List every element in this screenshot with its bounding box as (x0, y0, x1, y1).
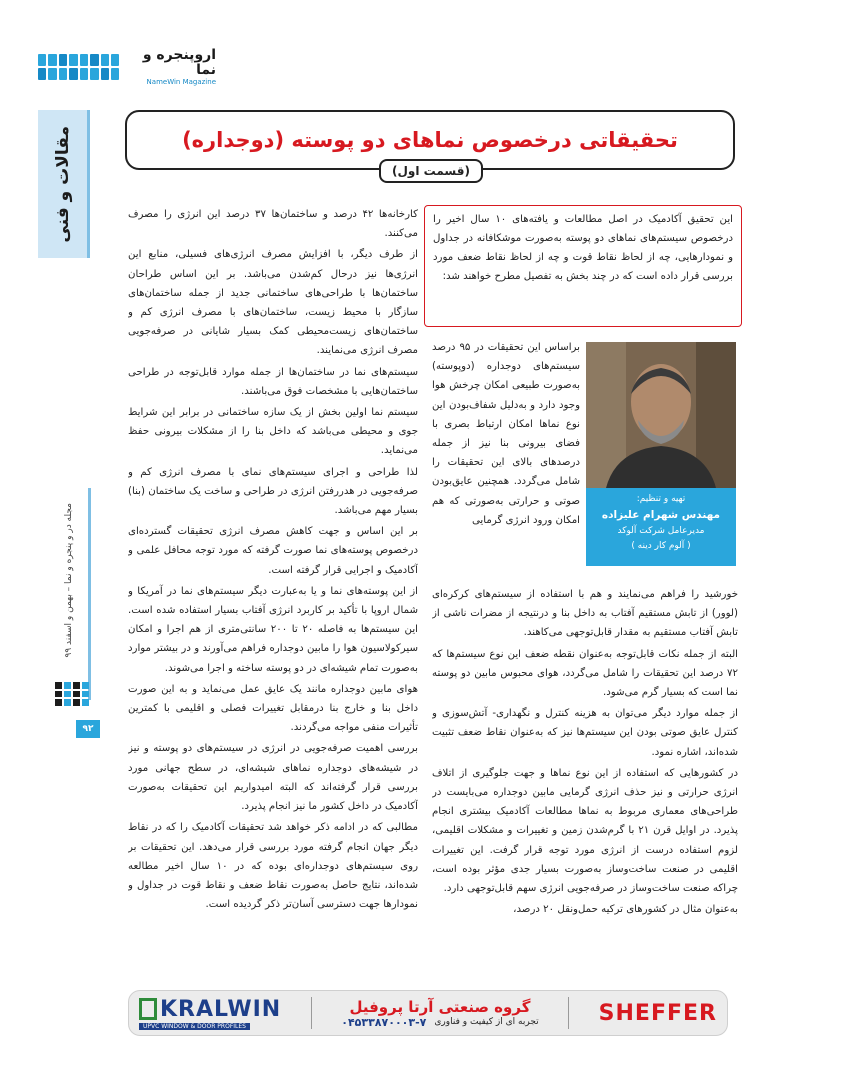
ad-divider (568, 997, 569, 1029)
section-tab (38, 110, 90, 258)
paragraph: لذا طراحی و اجرای سیستم‌های نمای با مصرف انرژی کم و صرفه‌جویی در هدررفتن انرژی در طراحی و ساخت یک ساختمان (بنا) بسیار مهم می‌باشد. (128, 466, 418, 517)
issue-info (54, 485, 84, 675)
ad-phone: ۰۴۵۳۳۸۷۰۰۰۳-۷ (341, 1015, 427, 1029)
left-column (128, 205, 418, 967)
author-role: مدیرعامل شرکت آلوکد (617, 526, 705, 536)
mini-logo-icon (55, 682, 89, 706)
paragraph: کارخانه‌ها ۴۲ درصد و ساختمان‌ها ۳۷ درصد این انرژی را مصرف می‌کنند. (128, 209, 418, 240)
article-abstract: این تحقیق آکادمیک در اصل مطالعات و یافته‌های ۱۰ سال اخیر را درخصوص سیستم‌های نماهای دو پوسته به‌صورت موشکافانه در جداول و نمودارهایی، چه از لحاظ نقاط قوت و چه از لحاظ نقاط ضعف مورد بررسی قرار داده است که در چند بخش به تفصیل مطرح خواهند شد: (424, 205, 742, 327)
paragraph: هوای مابین دوجداره مانند یک عایق عمل می‌نماید و به این صورت داخل بنا و خارج بنا درمقابل تغییرات فصلی و اقلیمی با کمترین تأثیرات منفی مواجه می‌گردند. (128, 683, 418, 734)
subtitle-box (379, 159, 483, 183)
article-title: تحقیقاتی درخصوص نماهای دو پوسته (دوجداره) (182, 128, 678, 152)
window-frame-icon (139, 998, 157, 1020)
kralwin-tagline: UPVC WINDOW & DOOR PROFILES (139, 1023, 250, 1030)
paragraph: مطالبی که در ادامه ذکر خواهد شد تحقیقات آکادمیک را که در نقاط دیگر جهان انجام گرفته مورد بررسی قرار می‌دهد. این تحقیقات بر روی سیستم‌های دوجداره‌ای بوده که در ۱۰ سال اخیر مطالعه شده‌اند، نتایج حاصل به‌صورت نقاط ضعف و نقاط قوت در جداول و نمودارها جهت دسترسی آسان‌تر ذکر گردیده است. (128, 822, 418, 911)
paragraph: از جمله موارد دیگر می‌توان به هزینه کنترل و نگهداری- آتش‌سوزی و کنترل عایق صوتی بودن این سیستم‌ها نیز که به‌عنوان نقاط ضعف تثبیت شده‌اند، اشاره نمود. (432, 708, 738, 758)
paragraph: از این پوسته‌های نما و یا به‌عبارت دیگر سیستم‌های نما در آمریکا و شمال اروپا با تأکید بر کاربرد انرژی آفتاب بسیار استفاده شده است. این سیستم‌ها به فاصله ۲۰ تا ۲۰۰ سانتی‌متری از هم اجرا و امکان سیرکولاسیون هوا را مابین دوجداره فراهم می‌آورند و در بیشتر موارد به‌صورت تمام شیشه‌ای در دو پوسته ساخته و اجرا می‌شوند. (128, 585, 418, 674)
logo-persian-text: اروپنجره و نما (142, 46, 216, 78)
magazine-logo (38, 46, 216, 86)
issue-text: مجله در و پنجره و نما – بهمن و اسفند ۹۹ (64, 502, 74, 658)
kralwin-logo (139, 997, 281, 1030)
paragraph: البته از جمله نکات قابل‌توجه به‌عنوان نقطه ضعف این نوع سیستم‌ها که ۷۲ درصد این تحقیقات را شامل می‌گردد، هوای محبوس مابین دو پوسته نما است که بسیار گرم می‌شود. (432, 648, 738, 699)
paragraph: در کشورهایی که استفاده از این نوع نماها و جهت جلوگیری از اتلاف انرژی حرارتی و نیز حذف انرژی گرمایی مابین دوجداره می‌بایست در طراحی‌های معماری مربوط به نماها مطالعات آکادمیک بیشتری انجام پذیرد. در اوایل قرن ۲۱ با گرم‌شدن زمین و تغییرات و مشکلات اقلیمی، لزوم استفاده درست از انرژی مورد توجه قرار گرفت. این تغییرات اقلیمی در صنعت ساخت‌وساز به‌صورت بسیار جدی مؤثر بوده است، چراکه صنعت ساخت‌وساز در صرفه‌جویی انرژی سهم قابل‌توجهی دارد. (432, 767, 738, 895)
paragraph: سیستم‌های نما در ساختمان‌ها از جمله موارد قابل‌توجه در طراحی ساختمان‌هایی با مشخصات فوق می‌باشند. (128, 366, 418, 397)
paragraph: براساس این تحقیقات در ۹۵ درصد سیستم‌های دوجداره (دوپوسته) به‌صورت طبیعی امکان چرخش هوا وجود دارد و به‌دلیل شفاف‌بودن این نوع نماها امکان ارتباط بصری با فضای بیرونی بنا نیز از جمله درصدهای بالای این تحقیقات را شامل می‌گردد. همچنین عایق‌بودن صوتی و حرارتی به‌صورتی که هم امکان ورود انرژی گرمایی (432, 342, 580, 526)
author-photo (586, 342, 736, 488)
paragraph: بررسی اهمیت صرفه‌جویی در انرژی در سیستم‌های دو پوسته و نیز در شیشه‌های دوجداره نماهای شیشه‌ای، در سطح جهانی مورد بررسی قرار گرفته‌اند که البته امیدواریم این تحقیقات به‌صورت آکادمیک در داخل کشور ما نیز انجام پذیرد. (128, 743, 418, 813)
logo-mark-icon (38, 54, 119, 80)
author-box (586, 342, 736, 566)
ad-tagline: تجربه ای از کیفیت و فناوری (434, 1017, 539, 1027)
sheffer-logo: SHEFFER (598, 1000, 717, 1026)
paragraph: از طرف دیگر، با افزایش مصرف انرژی‌های فسیلی، منابع این انرژی‌ها نیز درحال کم‌شدن می‌باشد. بر این اساس طراحان ساختمان‌ها با طراحی‌های ساختمانی جدید از جمله ساختمان‌های سازگار با محیط زیست، ساختمان‌های با مصرف انرژی کم و ساختمان‌های زیست‌محیطی کمک بسیار شایانی در صرفه‌جویی مصرف انرژی می‌نمایند. (128, 249, 418, 357)
author-name: مهندس شهرام علیزاده (601, 509, 721, 521)
ad-divider (311, 997, 312, 1029)
ad-banner[interactable] (128, 990, 728, 1036)
side-accent-line (88, 488, 91, 700)
paragraph: خورشید را فراهم می‌نمایند و هم با استفاده از سیستم‌های کرکره‌ای (لوور) از تابش مستقیم آفتاب به داخل بنا و درنتیجه از مضرات ناشی از تابش آفتاب مستقیم به مقدار قابل‌توجهی می‌کاهند. (432, 589, 738, 639)
paragraph: بر این اساس و جهت کاهش مصرف انرژی تحقیقات گسترده‌ای درخصوص پوسته‌های نما صورت گرفته که مورد توجه محافل علمی و آکادمیک و اجرایی قرار گرفته است. (128, 526, 418, 576)
page-number: ۹۲ (76, 720, 100, 738)
author-caption (586, 488, 736, 566)
right-column-upper (432, 338, 580, 584)
logo-english-text: NameWin Magazine (146, 77, 216, 86)
article-subtitle: (قسمت اول) (392, 164, 470, 178)
ad-company-block (341, 998, 538, 1029)
right-column-lower (432, 585, 738, 967)
author-company: ( آلوم کار دینه ) (631, 541, 691, 551)
ad-company-name: گروه صنعتی آرتا پروفیل (349, 997, 531, 1016)
paragraph: سیستم نما اولین بخش از یک سازه ساختمانی در برابر این شرایط جوی و محیطی می‌باشد که داخل بنا را از مشکلات بیرونی حفظ می‌نماید. (128, 407, 418, 457)
kralwin-name: KRALWIN (160, 996, 282, 1022)
paragraph: به‌عنوان مثال در کشورهای ترکیه حمل‌ونقل ۲۰ درصد، (513, 904, 738, 916)
section-label: مقالات و فنی (52, 125, 73, 243)
author-label: تهیه و تنظیم: (636, 494, 686, 504)
